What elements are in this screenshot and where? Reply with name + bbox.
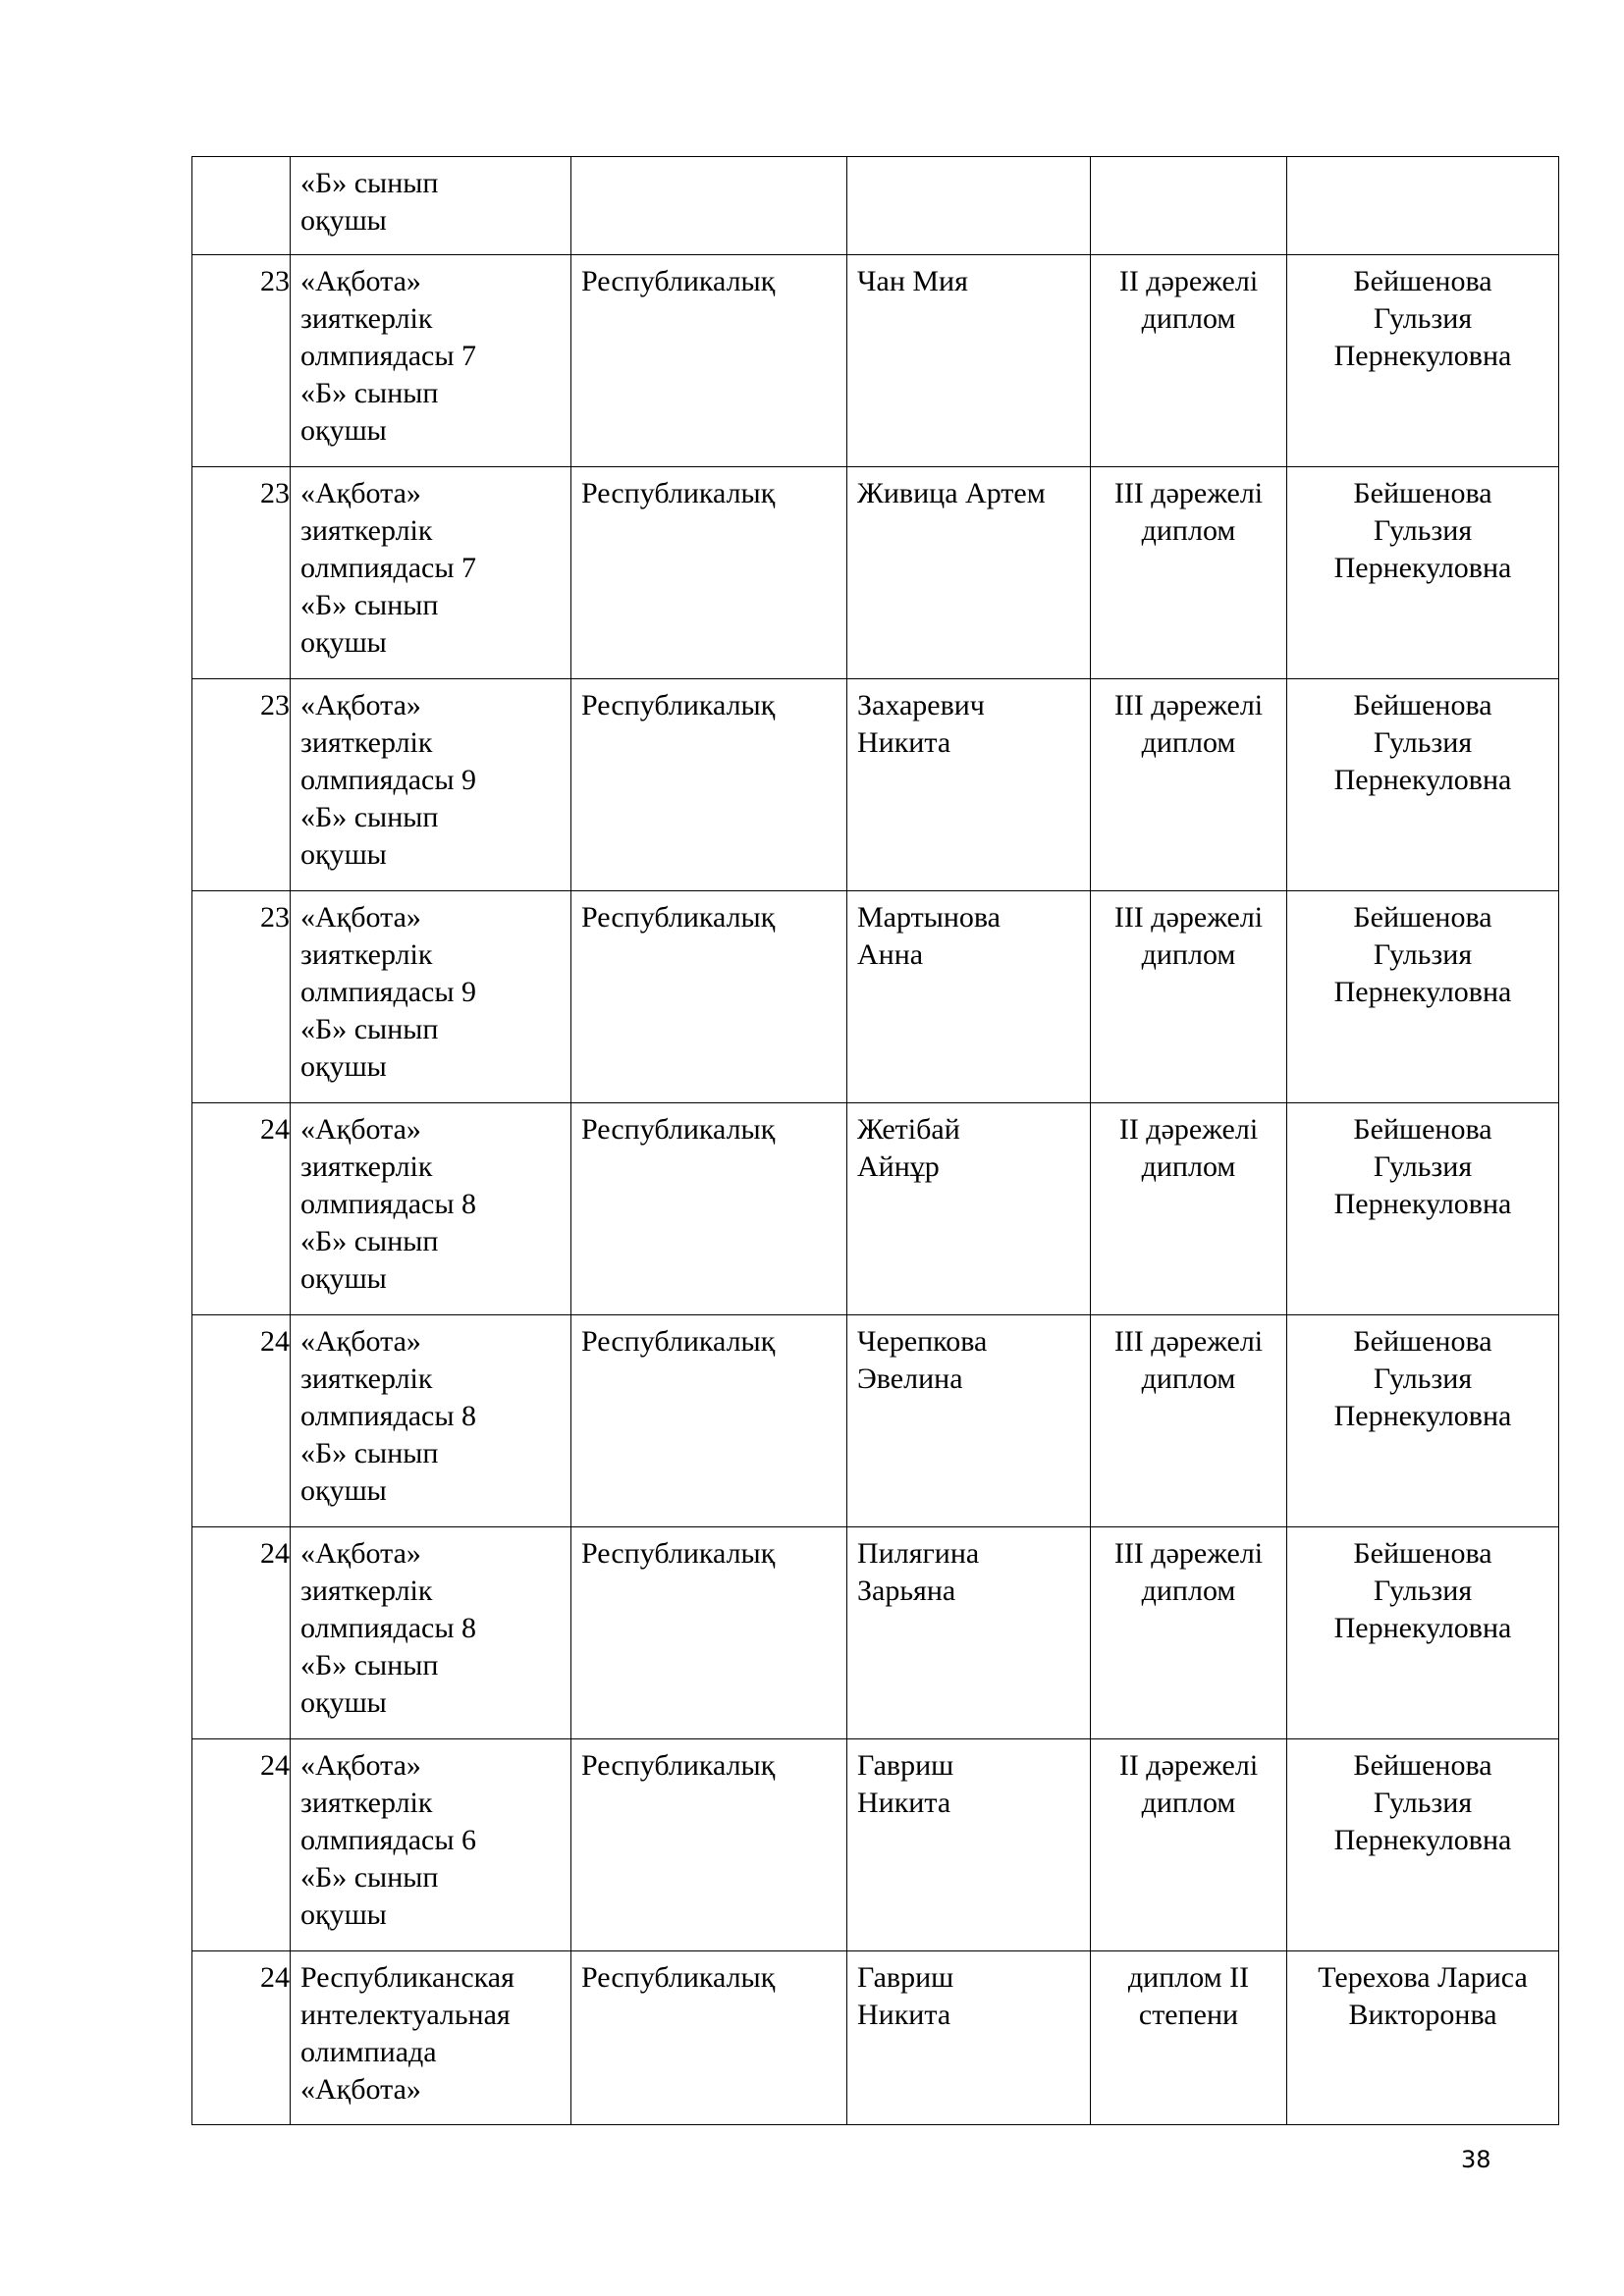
row-number: 23 [260, 265, 290, 297]
event-level-cell [571, 467, 847, 679]
table-row [192, 1527, 1559, 1739]
teacher-name-cell [1287, 255, 1559, 467]
row-number-cell [192, 255, 291, 467]
event-name-cell [291, 1103, 571, 1315]
row-number: 24 [260, 1537, 290, 1570]
award-result-cell [1091, 891, 1287, 1103]
teacher-name: Бейшенова Гульзия Пернекуловна [1333, 1749, 1512, 1856]
row-number: 23 [260, 689, 290, 721]
event-name-cell [291, 679, 571, 891]
event-level: Республикалық [581, 477, 776, 509]
student-name-cell [847, 467, 1091, 679]
event-name: «Ақбота» зияткерлік олмпиядасы 9 «Б» сынып оқушы [300, 689, 477, 871]
table-row [192, 255, 1559, 467]
student-name-cell [847, 1103, 1091, 1315]
teacher-name-cell [1287, 679, 1559, 891]
student-name-cell [847, 1951, 1091, 2125]
event-name: «Ақбота» зияткерлік олмпиядасы 8 «Б» сынып оқушы [300, 1325, 477, 1507]
event-name: «Ақбота» зияткерлік олмпиядасы 7 «Б» сынып оқушы [300, 265, 477, 447]
awards-table [191, 156, 1559, 2125]
event-level-cell [571, 1951, 847, 2125]
award-result: III дәрежелі диплом [1113, 1325, 1264, 1395]
teacher-name-cell [1287, 1951, 1559, 2125]
award-result: III дәрежелі диплом [1113, 1537, 1264, 1607]
teacher-name: Бейшенова Гульзия Пернекуловна [1333, 477, 1512, 584]
award-result: II дәрежелі диплом [1118, 1749, 1259, 1819]
table-row [192, 467, 1559, 679]
teacher-name-cell [1287, 1103, 1559, 1315]
event-name: «Ақбота» зияткерлік олмпиядасы 6 «Б» сынып оқушы [300, 1749, 477, 1931]
event-level-cell [571, 1739, 847, 1951]
student-name: Гавриш Никита [857, 1749, 954, 1819]
student-name: Живица Артем [857, 477, 1046, 509]
event-name-cell [291, 467, 571, 679]
event-level: Республикалық [581, 1537, 776, 1570]
event-name-cell [291, 1527, 571, 1739]
award-result-cell [1091, 1103, 1287, 1315]
event-name: «Ақбота» зияткерлік олмпиядасы 8 «Б» сынып оқушы [300, 1113, 477, 1295]
event-name-cell [291, 1315, 571, 1527]
row-number-cell [192, 1103, 291, 1315]
awards-table-body [192, 157, 1559, 2125]
teacher-name-cell [1287, 1739, 1559, 1951]
student-name: Мартынова Анна [857, 901, 1001, 971]
teacher-name: Бейшенова Гульзия Пернекуловна [1333, 1325, 1512, 1432]
page-number: 38 [1461, 2146, 1491, 2173]
event-level-cell [571, 891, 847, 1103]
award-result-cell [1091, 255, 1287, 467]
award-result: III дәрежелі диплом [1113, 901, 1264, 971]
event-name-cell [291, 255, 571, 467]
event-level-cell [571, 1527, 847, 1739]
teacher-name-cell [1287, 891, 1559, 1103]
table-row [192, 1739, 1559, 1951]
row-number-cell [192, 679, 291, 891]
event-level-cell [571, 157, 847, 255]
student-name-cell [847, 891, 1091, 1103]
teacher-name-cell [1287, 1315, 1559, 1527]
row-number-cell [192, 467, 291, 679]
row-number-cell [192, 1951, 291, 2125]
teacher-name: Терехова Лариса Викторонва [1318, 1961, 1528, 2031]
award-result: диплом II степени [1127, 1961, 1250, 2031]
event-name: «Ақбота» зияткерлік олмпиядасы 8 «Б» сынып оқушы [300, 1537, 477, 1719]
row-number: 24 [260, 1749, 290, 1782]
teacher-name: Бейшенова Гульзия Пернекуловна [1333, 265, 1512, 372]
row-number-cell [192, 1315, 291, 1527]
teacher-name: Бейшенова Гульзия Пернекуловна [1333, 901, 1512, 1008]
student-name: Пилягина Зарьяна [857, 1537, 980, 1607]
event-name: «Б» сынып оқушы [300, 167, 439, 237]
student-name-cell [847, 1315, 1091, 1527]
event-name: Республиканская интелектуальная олимпиада «Ақбота» [300, 1961, 514, 2106]
award-result-cell [1091, 679, 1287, 891]
teacher-name: Бейшенова Гульзия Пернекуловна [1333, 1537, 1512, 1644]
teacher-name: Бейшенова Гульзия Пернекуловна [1333, 1113, 1512, 1220]
table-row [192, 679, 1559, 891]
student-name: Захаревич Никита [857, 689, 985, 759]
student-name-cell [847, 1739, 1091, 1951]
event-level: Республикалық [581, 1749, 776, 1782]
row-number-cell [192, 157, 291, 255]
award-result-cell [1091, 467, 1287, 679]
row-number: 24 [260, 1113, 290, 1146]
row-number: 23 [260, 901, 290, 934]
event-name-cell [291, 891, 571, 1103]
teacher-name-cell [1287, 467, 1559, 679]
event-level: Республикалық [581, 265, 776, 297]
row-number: 24 [260, 1325, 290, 1358]
event-name-cell [291, 157, 571, 255]
row-number-cell [192, 1739, 291, 1951]
row-number: 23 [260, 477, 290, 509]
award-result: II дәрежелі диплом [1118, 265, 1259, 335]
award-result-cell [1091, 1739, 1287, 1951]
table-row [192, 157, 1559, 255]
award-result-cell [1091, 1315, 1287, 1527]
student-name-cell [847, 157, 1091, 255]
student-name-cell [847, 255, 1091, 467]
event-level-cell [571, 679, 847, 891]
student-name: Жетібай Айнұр [857, 1113, 960, 1183]
award-result: III дәрежелі диплом [1113, 689, 1264, 759]
table-row [192, 891, 1559, 1103]
teacher-name: Бейшенова Гульзия Пернекуловна [1333, 689, 1512, 796]
event-level: Республикалық [581, 1325, 776, 1358]
table-row [192, 1315, 1559, 1527]
event-level: Республикалық [581, 1113, 776, 1146]
row-number: 24 [260, 1961, 290, 1994]
event-level-cell [571, 255, 847, 467]
award-result-cell [1091, 1951, 1287, 2125]
event-level: Республикалық [581, 901, 776, 934]
event-level-cell [571, 1103, 847, 1315]
event-name: «Ақбота» зияткерлік олмпиядасы 9 «Б» сынып оқушы [300, 901, 477, 1083]
row-number-cell [192, 891, 291, 1103]
event-level-cell [571, 1315, 847, 1527]
teacher-name-cell [1287, 157, 1559, 255]
teacher-name-cell [1287, 1527, 1559, 1739]
student-name-cell [847, 1527, 1091, 1739]
event-name-cell [291, 1951, 571, 2125]
student-name: Чан Мия [857, 265, 968, 297]
event-name-cell [291, 1739, 571, 1951]
event-name: «Ақбота» зияткерлік олмпиядасы 7 «Б» сынып оқушы [300, 477, 477, 659]
award-result: II дәрежелі диплом [1118, 1113, 1259, 1183]
table-row [192, 1103, 1559, 1315]
award-result: III дәрежелі диплом [1113, 477, 1264, 547]
student-name: Черепкова Эвелина [857, 1325, 988, 1395]
event-level: Республикалық [581, 1961, 776, 1994]
student-name: Гавриш Никита [857, 1961, 954, 2031]
table-row [192, 1951, 1559, 2125]
event-level: Республикалық [581, 689, 776, 721]
award-result-cell [1091, 157, 1287, 255]
award-result-cell [1091, 1527, 1287, 1739]
row-number-cell [192, 1527, 291, 1739]
student-name-cell [847, 679, 1091, 891]
